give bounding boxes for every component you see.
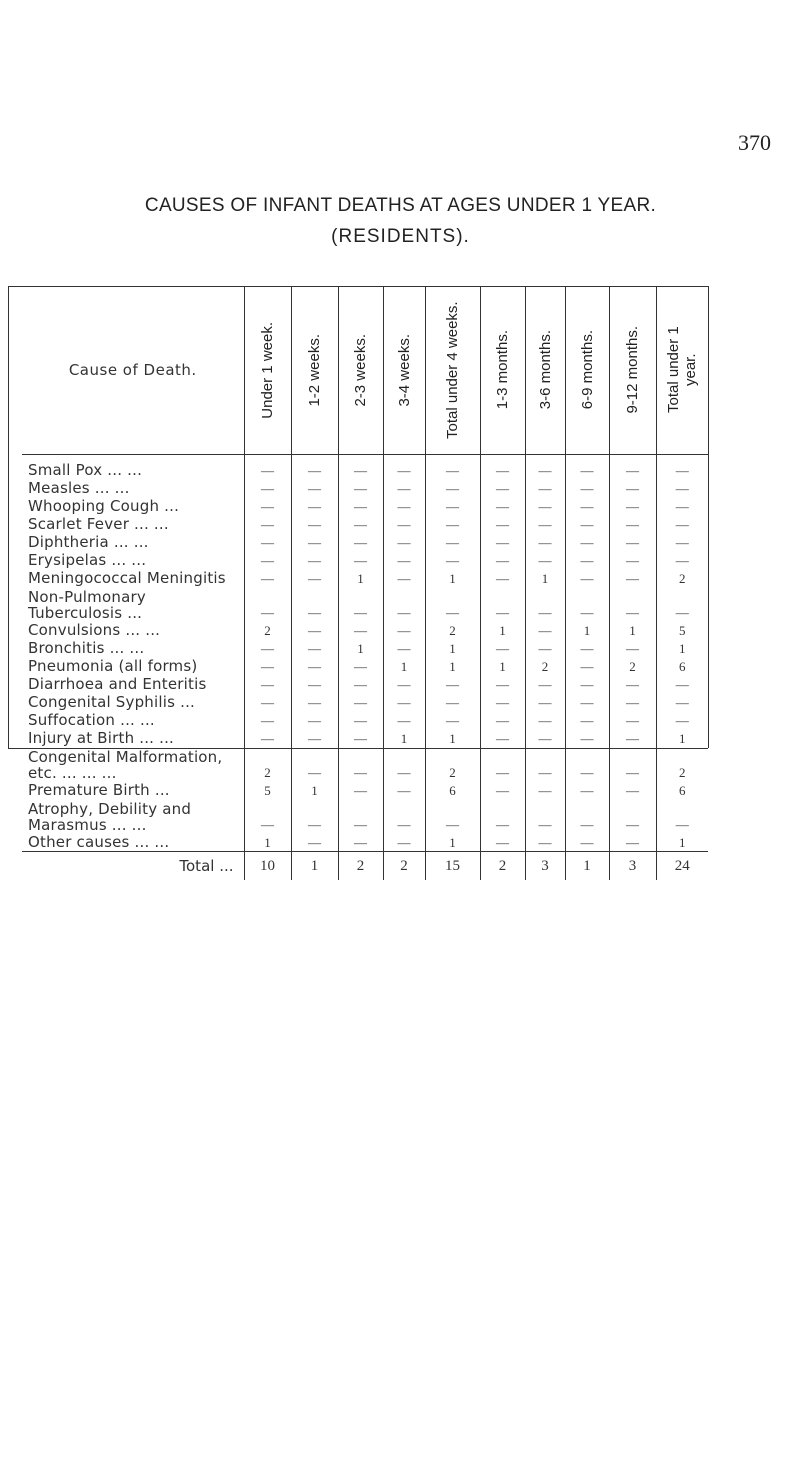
cell: —: [565, 799, 609, 833]
cell: —: [291, 657, 338, 675]
cell: —: [480, 747, 525, 781]
cell: —: [291, 587, 338, 621]
cell: —: [525, 479, 565, 497]
cell: —: [480, 675, 525, 693]
row-cause: Other causes ... ...: [28, 833, 170, 851]
cell: —: [609, 455, 656, 480]
cell: —: [656, 515, 708, 533]
table-row: [22, 621, 708, 639]
cell: —: [338, 657, 383, 675]
header-label: 1-3 months.: [494, 330, 511, 410]
cell: —: [565, 711, 609, 729]
cell: 2: [525, 657, 565, 675]
cell: —: [656, 551, 708, 569]
cell: —: [338, 497, 383, 515]
cell: —: [425, 675, 480, 693]
cell: —: [609, 675, 656, 693]
cell: —: [244, 693, 291, 711]
cell: —: [609, 569, 656, 587]
cell: —: [291, 639, 338, 657]
cell: —: [609, 515, 656, 533]
cell: —: [291, 711, 338, 729]
cell: 1: [480, 621, 525, 639]
cell: —: [425, 551, 480, 569]
cell: 1: [425, 833, 480, 852]
row-cause: Suffocation ... ...: [28, 711, 155, 729]
cell: —: [338, 455, 383, 480]
cell: —: [383, 533, 425, 551]
table-row: [22, 711, 708, 729]
cell: 1: [338, 569, 383, 587]
cell: —: [383, 693, 425, 711]
table-row: [22, 569, 708, 587]
cell: —: [565, 781, 609, 799]
cell: —: [565, 675, 609, 693]
cell: —: [525, 587, 565, 621]
cell: —: [244, 569, 291, 587]
cell: 1: [425, 729, 480, 747]
cell: —: [338, 833, 383, 852]
cell: —: [480, 693, 525, 711]
cell: —: [244, 639, 291, 657]
total-cell: 3: [609, 852, 656, 881]
cell: —: [425, 711, 480, 729]
cell: —: [383, 711, 425, 729]
cell: 5: [656, 621, 708, 639]
row-cause: Diphtheria ... ...: [28, 533, 149, 551]
cell: 2: [656, 569, 708, 587]
cell: —: [609, 587, 656, 621]
cell: —: [565, 497, 609, 515]
cell: —: [656, 675, 708, 693]
cell: 1: [525, 569, 565, 587]
cell: —: [656, 533, 708, 551]
cell: —: [291, 497, 338, 515]
cell: —: [525, 515, 565, 533]
cell: —: [565, 657, 609, 675]
cell: —: [383, 455, 425, 480]
cell: —: [609, 497, 656, 515]
cell: —: [565, 693, 609, 711]
cell: —: [525, 675, 565, 693]
cell: —: [383, 587, 425, 621]
cell: —: [525, 533, 565, 551]
cell: 2: [425, 747, 480, 781]
cell: —: [609, 747, 656, 781]
cell: —: [525, 747, 565, 781]
header-label: 6-9 months.: [578, 330, 596, 410]
cell: —: [480, 551, 525, 569]
cell: —: [480, 569, 525, 587]
table-row: [22, 587, 708, 621]
cell: —: [609, 551, 656, 569]
cell: —: [656, 479, 708, 497]
row-cause: Atrophy, Debility and Marasmus ... ...: [28, 800, 192, 834]
cell: —: [383, 569, 425, 587]
cell: —: [609, 479, 656, 497]
cell: —: [609, 729, 656, 747]
page-number: 370: [738, 130, 771, 155]
table-row: [22, 657, 708, 675]
header-9-12-months: [609, 286, 656, 455]
cell: —: [425, 497, 480, 515]
cell: —: [480, 781, 525, 799]
header-label: 3-4 weeks.: [395, 333, 413, 407]
cell: —: [244, 799, 291, 833]
row-cause: Non-Pulmonary Tuberculosis ...: [28, 588, 146, 622]
header-1-3-months: [480, 286, 525, 455]
header-label: Total under 4 weeks.: [444, 301, 461, 439]
cell: 1: [609, 621, 656, 639]
total-label: Total ...: [22, 852, 244, 881]
cell: —: [291, 569, 338, 587]
cell: —: [609, 639, 656, 657]
row-cause: Bronchitis ... ...: [28, 639, 145, 657]
header-3-6-months: [525, 286, 565, 455]
cell: —: [480, 497, 525, 515]
cell: —: [244, 711, 291, 729]
cell: —: [525, 497, 565, 515]
cell: —: [425, 587, 480, 621]
total-cell: 2: [383, 852, 425, 881]
table-frame-left: [8, 286, 9, 748]
cell: —: [565, 729, 609, 747]
cell: —: [291, 621, 338, 639]
table-row: [22, 455, 708, 480]
cell: —: [425, 799, 480, 833]
total-cell: 24: [656, 852, 708, 881]
header-6-9-months: [565, 286, 609, 455]
header-total-under-4-weeks: [425, 286, 480, 455]
row-cause: Convulsions ... ...: [28, 621, 161, 639]
cell: —: [565, 455, 609, 480]
cell: —: [244, 729, 291, 747]
cell: —: [291, 533, 338, 551]
cell: —: [291, 675, 338, 693]
table-row: [22, 551, 708, 569]
cell: 2: [656, 747, 708, 781]
cell: —: [525, 455, 565, 480]
cell: —: [565, 587, 609, 621]
cell: —: [525, 781, 565, 799]
table-row: [22, 639, 708, 657]
cell: 1: [656, 833, 708, 852]
cell: —: [425, 479, 480, 497]
cell: —: [480, 639, 525, 657]
cell: 2: [425, 621, 480, 639]
cell: —: [609, 693, 656, 711]
row-cause: Injury at Birth ... ...: [28, 729, 175, 747]
cell: —: [244, 479, 291, 497]
cell: —: [338, 587, 383, 621]
cell: —: [338, 675, 383, 693]
header-label: 3-6 months.: [536, 330, 554, 410]
cell: 6: [425, 781, 480, 799]
cell: —: [291, 551, 338, 569]
cell: —: [565, 639, 609, 657]
cell: —: [291, 455, 338, 480]
cell: —: [525, 693, 565, 711]
cell: —: [609, 799, 656, 833]
page-subtitle: (RESIDENTS).: [331, 226, 470, 247]
cell: —: [525, 799, 565, 833]
table-row: [22, 515, 708, 533]
row-cause: Whooping Cough ...: [28, 497, 180, 515]
cell: —: [565, 569, 609, 587]
cell: —: [656, 455, 708, 480]
cell: —: [338, 479, 383, 497]
cell: —: [425, 515, 480, 533]
cell: —: [525, 729, 565, 747]
cell: —: [383, 497, 425, 515]
cell: —: [383, 833, 425, 852]
row-cause: Measles ... ...: [28, 479, 130, 497]
cell: —: [609, 833, 656, 852]
cell: —: [338, 551, 383, 569]
cell: 1: [425, 657, 480, 675]
cell: —: [338, 693, 383, 711]
row-cause: Congenital Malformation, etc. ... ... ...: [28, 748, 223, 782]
header-label: Total under 1 year.: [665, 326, 700, 414]
row-cause: Meningococcal Meningitis: [28, 569, 226, 587]
cell: —: [244, 551, 291, 569]
table-row: [22, 533, 708, 551]
header-label: 9-12 months.: [624, 326, 641, 414]
cell: —: [480, 833, 525, 852]
cell: —: [480, 587, 525, 621]
table-row: [22, 497, 708, 515]
cell: 1: [425, 639, 480, 657]
table-row: [22, 747, 708, 781]
cell: —: [565, 533, 609, 551]
cell: —: [244, 497, 291, 515]
total-cell: 3: [525, 852, 565, 881]
table-body: [22, 455, 708, 881]
cell: —: [565, 515, 609, 533]
cell: —: [656, 693, 708, 711]
cell: —: [656, 799, 708, 833]
cell: —: [383, 551, 425, 569]
row-cause: Congenital Syphilis ...: [28, 693, 196, 711]
cell: 6: [656, 657, 708, 675]
cell: —: [338, 533, 383, 551]
cell: 1: [244, 833, 291, 852]
cell: —: [480, 729, 525, 747]
cell: —: [525, 711, 565, 729]
cell: —: [338, 729, 383, 747]
table-row: [22, 799, 708, 833]
cell: 1: [656, 729, 708, 747]
total-cell: 15: [425, 852, 480, 881]
cell: 1: [425, 569, 480, 587]
row-cause: Scarlet Fever ... ...: [28, 515, 169, 533]
cell: —: [383, 515, 425, 533]
cell: 1: [338, 639, 383, 657]
cell: —: [291, 799, 338, 833]
cell: —: [656, 497, 708, 515]
cell: —: [244, 675, 291, 693]
header-label: 2-3 weeks.: [352, 333, 369, 407]
cell: 1: [565, 621, 609, 639]
cell: —: [244, 455, 291, 480]
cell: —: [565, 833, 609, 852]
cell: —: [656, 587, 708, 621]
header-label: Under 1 week.: [259, 321, 276, 419]
cell: —: [480, 515, 525, 533]
total-cell: 10: [244, 852, 291, 881]
cell: 1: [383, 657, 425, 675]
cell: 1: [480, 657, 525, 675]
cell: —: [383, 781, 425, 799]
header-row: [22, 286, 708, 455]
cell: —: [338, 515, 383, 533]
cell: 6: [656, 781, 708, 799]
row-cause: Pneumonia (all forms): [28, 657, 198, 675]
cell: —: [383, 799, 425, 833]
cell: —: [338, 781, 383, 799]
header-label: 1-2 weeks.: [306, 333, 323, 407]
row-cause: Small Pox ... ...: [28, 461, 143, 479]
row-cause: Diarrhoea and Enteritis: [28, 675, 207, 693]
table-row: [22, 729, 708, 747]
cell: 2: [244, 621, 291, 639]
cell: —: [480, 711, 525, 729]
cell: —: [480, 533, 525, 551]
table-row: [22, 833, 708, 852]
cell: —: [244, 587, 291, 621]
cell: —: [425, 693, 480, 711]
cell: —: [656, 711, 708, 729]
cell: —: [291, 693, 338, 711]
page-title: CAUSES OF INFANT DEATHS AT AGES UNDER 1 YEAR.: [144, 195, 657, 216]
cell: —: [338, 711, 383, 729]
cell: —: [291, 747, 338, 781]
infant-deaths-table: [22, 286, 708, 880]
table-row: [22, 781, 708, 799]
table-row: [22, 479, 708, 497]
cell: —: [383, 621, 425, 639]
cell: —: [609, 781, 656, 799]
total-row: [22, 852, 708, 881]
cell: —: [291, 479, 338, 497]
cell: 1: [656, 639, 708, 657]
cell: —: [525, 833, 565, 852]
cell: 5: [244, 781, 291, 799]
header-cause: Cause of Death.: [22, 286, 244, 455]
cell: —: [609, 711, 656, 729]
cell: —: [383, 675, 425, 693]
cell: —: [338, 621, 383, 639]
total-cell: 1: [291, 852, 338, 881]
cell: —: [525, 639, 565, 657]
table-row: [22, 675, 708, 693]
cell: —: [565, 747, 609, 781]
cell: —: [565, 551, 609, 569]
table-frame-right: [708, 286, 709, 748]
cell: —: [480, 479, 525, 497]
cell: —: [425, 533, 480, 551]
header-3-4-weeks: [383, 286, 425, 455]
row-cause: Premature Birth ...: [28, 781, 170, 799]
cell: —: [383, 747, 425, 781]
cell: —: [291, 515, 338, 533]
total-cell: 2: [338, 852, 383, 881]
row-cause: Erysipelas ... ...: [28, 551, 147, 569]
cell: —: [609, 533, 656, 551]
cell: —: [383, 639, 425, 657]
cell: —: [291, 729, 338, 747]
cell: —: [525, 621, 565, 639]
cell: —: [338, 747, 383, 781]
cell: —: [565, 479, 609, 497]
total-cell: 2: [480, 852, 525, 881]
table-row: [22, 693, 708, 711]
header-1-2-weeks: [291, 286, 338, 455]
cell: —: [244, 515, 291, 533]
cell: —: [291, 833, 338, 852]
header-total-under-1-year: [656, 286, 708, 455]
cell: —: [480, 455, 525, 480]
cell: 1: [291, 781, 338, 799]
cell: —: [425, 455, 480, 480]
cell: —: [525, 551, 565, 569]
cell: 2: [244, 747, 291, 781]
cell: —: [383, 479, 425, 497]
cell: —: [244, 533, 291, 551]
header-2-3-weeks: [338, 286, 383, 455]
total-cell: 1: [565, 852, 609, 881]
cell: —: [244, 657, 291, 675]
cell: —: [338, 799, 383, 833]
header-under-1-week: [244, 286, 291, 455]
cell: 1: [383, 729, 425, 747]
cell: 2: [609, 657, 656, 675]
cell: —: [480, 799, 525, 833]
